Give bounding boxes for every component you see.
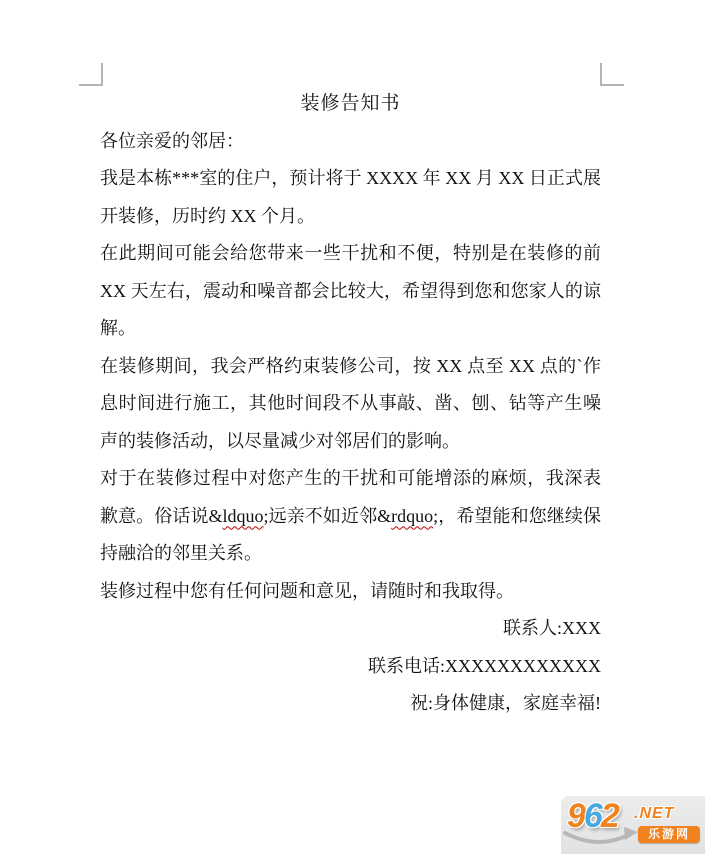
signature-wish: 祝:身体健康，家庭幸福! — [410, 693, 601, 713]
misspelled-token-rdquo: rdquo — [391, 505, 434, 526]
document-body — [100, 85, 601, 723]
signature-phone: 联系电话:XXXXXXXXXXXX — [368, 655, 601, 676]
greeting-line: 各位亲爱的邻居： — [100, 130, 244, 151]
paragraph-apology — [100, 460, 601, 573]
apology-text-end: ;，希望能和您继续保持融洽的邻里关系。 — [100, 505, 601, 563]
crop-mark-top-right-horizontal — [600, 84, 624, 86]
apology-text-middle: ;远亲不如近邻& — [263, 505, 392, 526]
watermark-digit-9: 9 — [567, 797, 584, 835]
paragraph-schedule: 在装修期间，我会严格约束装修公司，按 XX 点至 XX 点的`作息时间进行施工，其他时间段不从事敲、凿、刨、钻等产生噪声的装修活动，以尽量减少对邻居们的影响。 — [100, 355, 601, 451]
watermark-digit-2: 2 — [600, 797, 618, 835]
crop-mark-top-left-vertical — [101, 63, 103, 85]
paragraph-disturbance: 在此期间可能会给您带来一些干扰和不便，特别是在装修的前 XX 天左右，震动和噪音都会比较大，希望得到您和您家人的谅解。 — [100, 243, 601, 338]
watermark-number — [567, 797, 618, 835]
watermark-net-label: .NET — [634, 805, 675, 822]
watermark-site-name: 乐游网 — [638, 826, 700, 843]
paragraph-feedback: 装修过程中您有任何问题和意见，请随时和我取得。 — [100, 580, 514, 601]
watermark-logo — [561, 796, 705, 854]
paragraph-intro: 我是本栋***室的住户，预计将于 XXXX 年 XX 月 XX 日正式展开装修，历时约 XX 个月。 — [100, 168, 601, 226]
crop-mark-top-right-vertical — [600, 63, 602, 85]
misspelled-token-ldquo: ldquo — [222, 505, 264, 526]
signature-contact: 联系人:XXX — [503, 618, 601, 638]
watermark-digit-6: 6 — [583, 797, 601, 835]
apology-text-start: 对于在装修过程中对您产生的干扰和可能增添的麻烦，我深表歉意。俗话说& — [100, 468, 601, 526]
document-title: 装修告知书 — [300, 93, 401, 114]
